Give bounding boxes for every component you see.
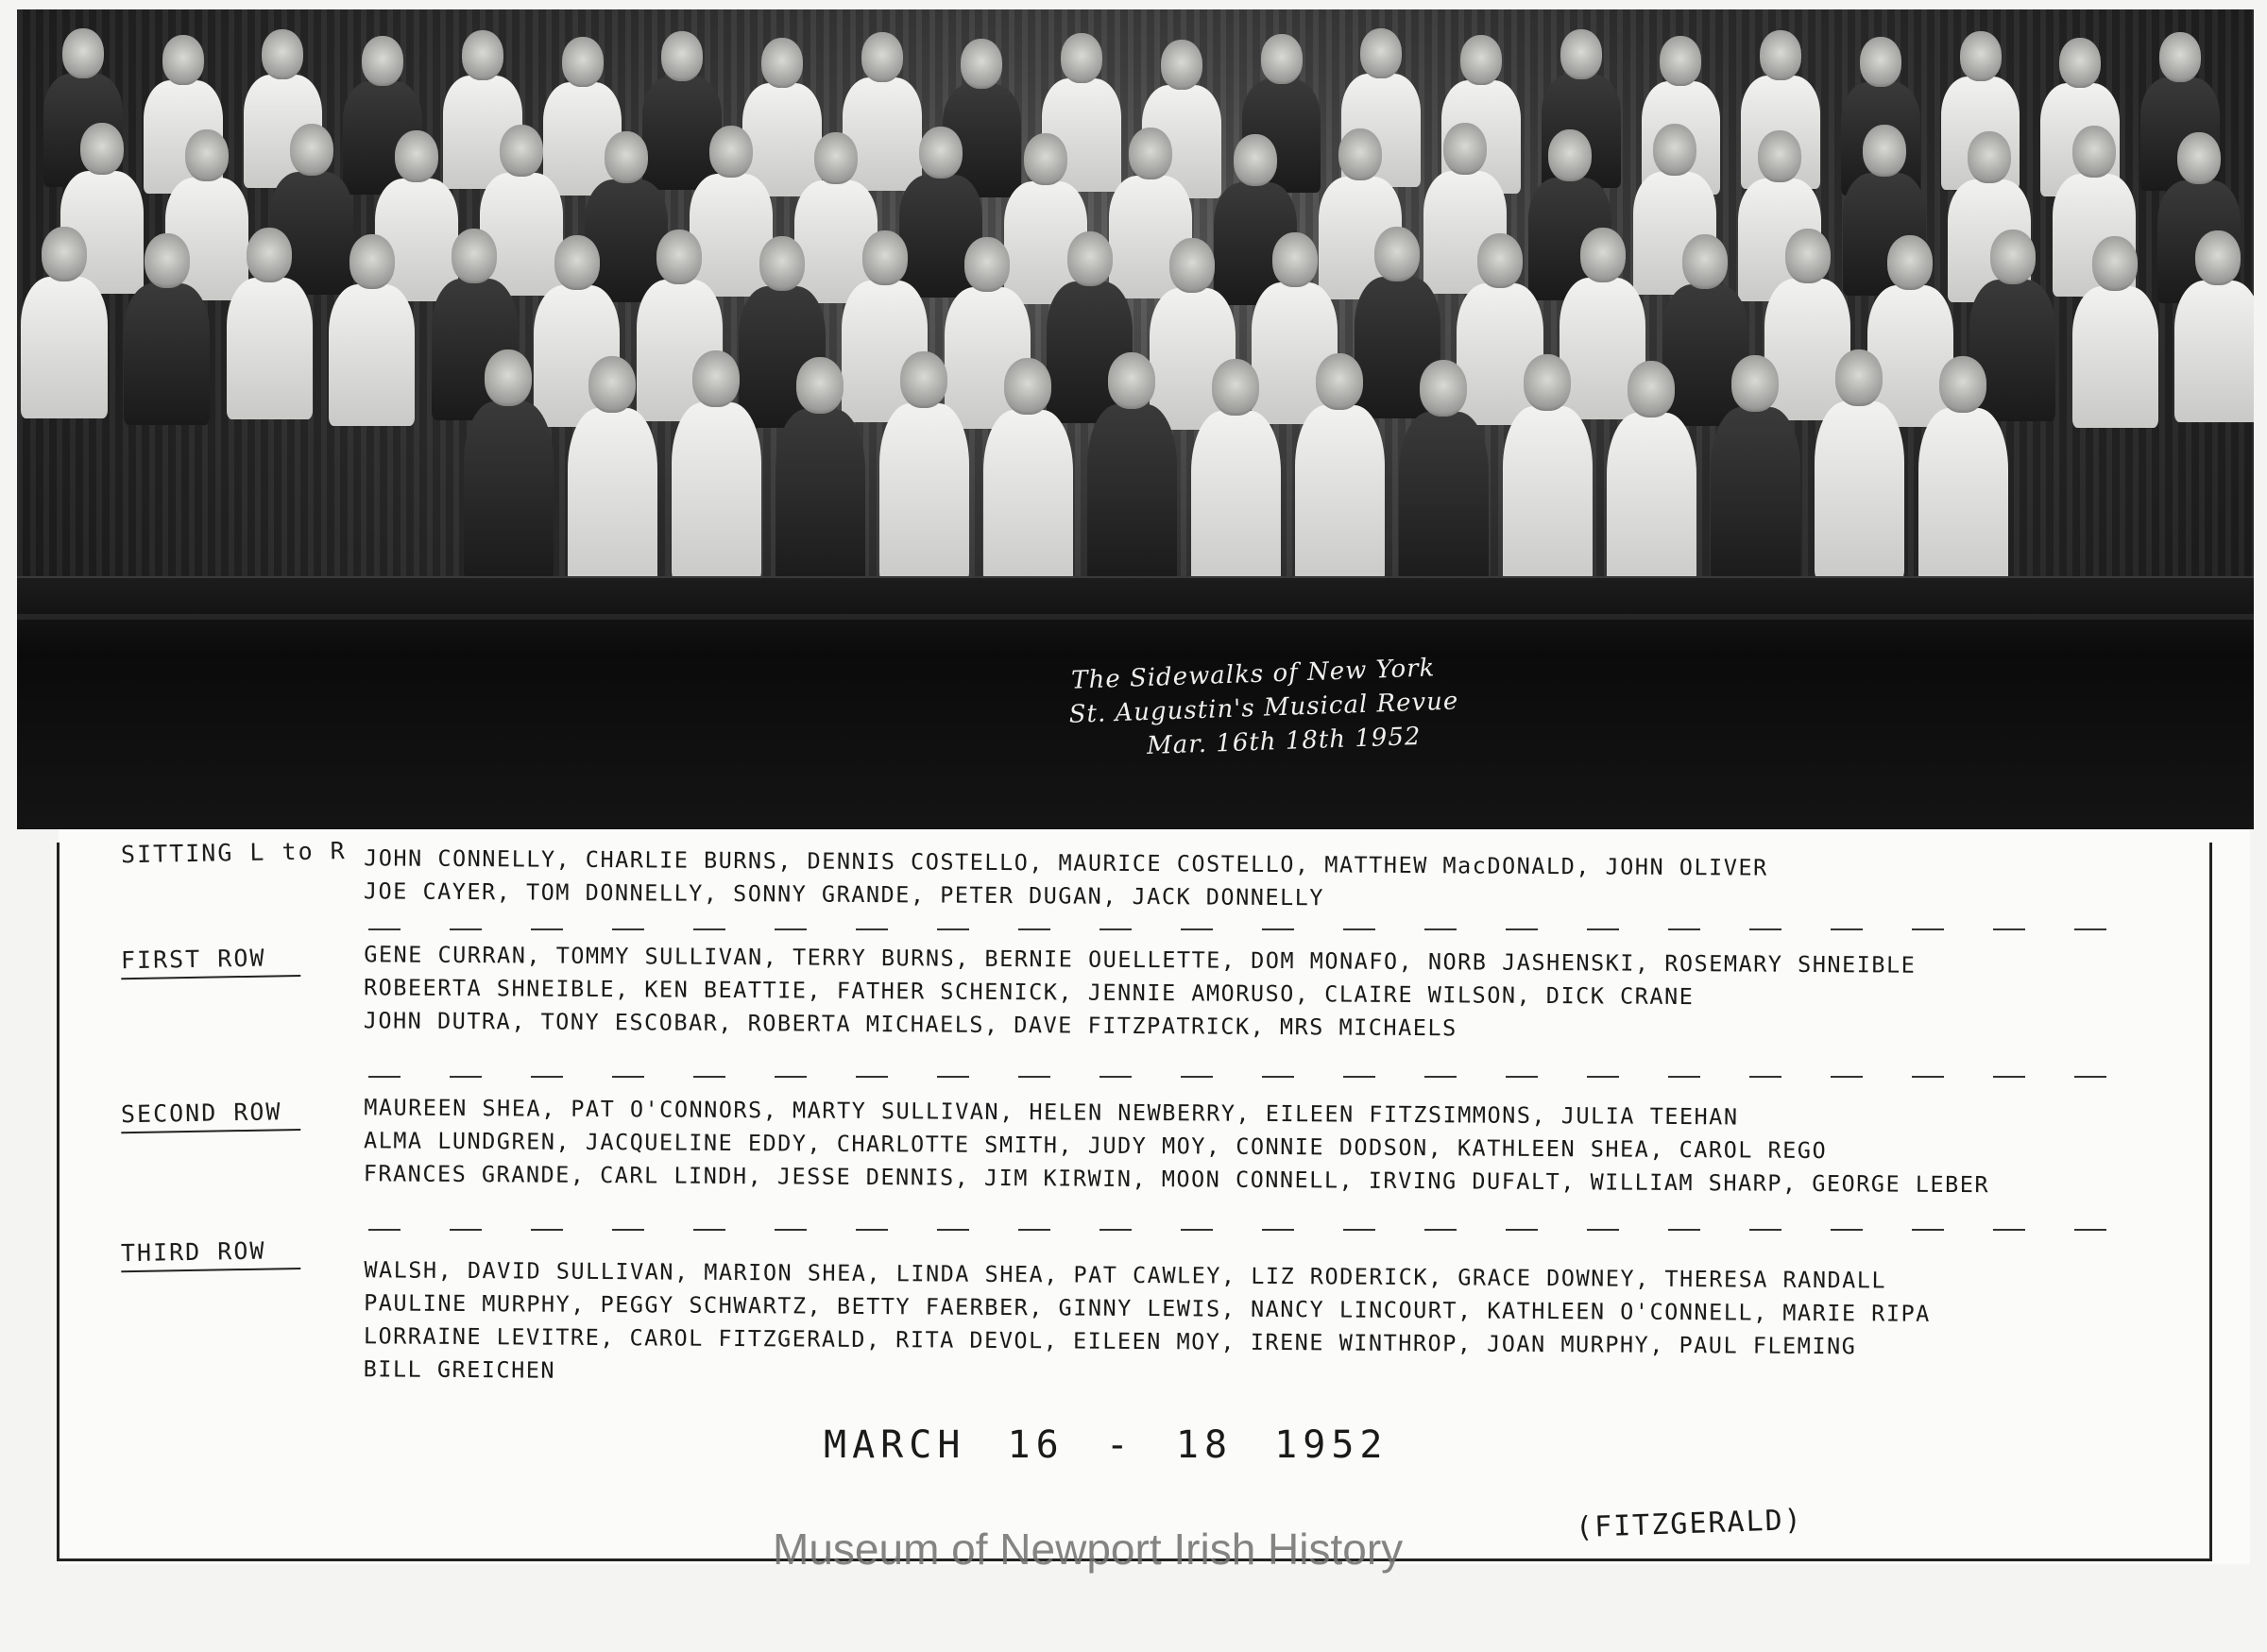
stage-edge: [17, 614, 2254, 620]
face: [1108, 352, 1155, 409]
face: [247, 228, 292, 282]
face: [1234, 134, 1277, 186]
clothing: [983, 410, 1073, 589]
names-line: BILL GREICHEN: [363, 1355, 556, 1384]
face: [761, 38, 803, 88]
photographer-credit: (FITZGERALD): [1575, 1503, 1804, 1545]
face: [1169, 238, 1215, 293]
face: [1785, 229, 1831, 283]
cast-members: [17, 9, 2254, 595]
row-label-text: SITTING L to R: [120, 837, 347, 869]
row-label-text: THIRD ROW: [120, 1236, 266, 1268]
clothing: [1607, 413, 1696, 592]
face: [349, 234, 395, 289]
clothing: [1503, 406, 1593, 586]
names-line: JOHN CONNELLY, CHARLIE BURNS, DENNIS COSTELLO, MAURICE COSTELLO, MATTHEW MacDONALD, JOHN OLIVER: [364, 844, 1768, 881]
face: [1261, 34, 1303, 84]
face: [1443, 123, 1487, 175]
face: [2072, 126, 2116, 178]
face: [796, 357, 844, 414]
face: [1374, 227, 1420, 281]
face: [62, 28, 104, 78]
clothing: [568, 408, 657, 588]
face: [1161, 40, 1202, 90]
face: [1338, 128, 1382, 180]
row-label-second: [121, 1097, 367, 1134]
cast-member-figure: [1918, 356, 2008, 583]
face: [1316, 353, 1363, 410]
cast-member-figure: [1711, 355, 1800, 582]
face: [1860, 37, 1901, 87]
face: [290, 124, 333, 176]
names-line: JOE CAYER, TOM DONNELLY, SONNY GRANDE, PETER DUGAN, JACK DONNELLY: [363, 877, 1325, 911]
face: [1560, 29, 1602, 79]
face: [162, 35, 204, 85]
face: [1212, 359, 1259, 416]
row-names-sitting: [364, 842, 2187, 920]
names-line: ROBEERTA SHNEIBLE, KEN BEATTIE, FATHER SCHENICK, JENNIE AMORUSO, CLAIRE WILSON, DICK CRANE: [363, 974, 1695, 1011]
clothing: [2174, 281, 2254, 422]
row-names-third: [364, 1253, 2188, 1398]
face: [485, 349, 532, 406]
names-line: MAUREEN SHEA, PAT O'CONNORS, MARTY SULLIVAN, HELEN NEWBERRY, EILEEN FITZSIMMONS, JULIA TEEHAN: [364, 1094, 1739, 1131]
face: [919, 127, 963, 179]
face: [1004, 358, 1051, 415]
clothing: [227, 278, 313, 419]
face: [2092, 236, 2138, 291]
row-names-first: [364, 938, 2188, 1049]
face: [42, 227, 87, 281]
face: [2159, 32, 2201, 82]
face: [759, 236, 805, 291]
face: [1660, 36, 1701, 86]
cast-member-figure: [2072, 236, 2158, 423]
face: [1653, 124, 1696, 176]
cast-member-figure: [776, 357, 865, 584]
cast-member-figure: [1191, 359, 1281, 586]
row-label-first: [121, 943, 367, 980]
cast-member-figure: [1815, 349, 1904, 576]
face: [1682, 234, 1728, 289]
watermark: Museum of Newport Irish History: [773, 1524, 1404, 1574]
row-label-sitting: [121, 837, 366, 869]
face: [588, 356, 636, 413]
face: [862, 230, 908, 285]
names-line: WALSH, DAVID SULLIVAN, MARION SHEA, LINDA SHEA, PAT CAWLEY, LIZ RODERICK, GRACE DOWNEY, THERESA RANDALL: [364, 1256, 1887, 1294]
cast-member-figure: [1087, 352, 1177, 579]
face: [961, 39, 1002, 89]
face: [656, 230, 702, 284]
face: [2177, 132, 2221, 184]
face: [1758, 130, 1801, 182]
face: [2195, 230, 2241, 285]
cast-member-figure: [227, 228, 313, 415]
clothing: [879, 403, 969, 583]
group-photograph: [17, 9, 2254, 829]
face: [554, 235, 600, 290]
face: [1061, 33, 1102, 83]
row-label-third: [121, 1235, 367, 1273]
face: [1477, 233, 1523, 288]
face: [1990, 230, 2036, 284]
clothing: [1815, 401, 1904, 581]
names-line: JOHN DUTRA, TONY ESCOBAR, ROBERTA MICHAELS, DAVE FITZPATRICK, MRS MICHAELS: [363, 1007, 1457, 1042]
face: [362, 36, 403, 86]
face: [500, 125, 543, 177]
clothing: [21, 277, 107, 418]
cast-member-figure: [329, 234, 415, 421]
names-line: GENE CURRAN, TOMMY SULLIVAN, TERRY BURNS, BERNIE OUELLETTE, DOM MONAFO, NORB JASHENSKI, ROSEMARY SHNEIBLE: [364, 941, 1917, 979]
face: [452, 229, 497, 283]
caption-line: St. Augustin's Musical Revue: [1068, 687, 1459, 729]
face: [145, 233, 190, 288]
face: [1968, 131, 2011, 183]
face: [2059, 38, 2101, 88]
face: [1863, 125, 1906, 177]
face: [861, 32, 903, 82]
face: [562, 37, 604, 87]
face: [1129, 128, 1172, 179]
names-line: LORRAINE LEVITRE, CAROL FITZGERALD, RITA DEVOL, EILEEN MOY, IRENE WINTHROP, JOAN MURPHY, PAUL FLEMING: [363, 1322, 1857, 1360]
caption-line: The Sidewalks of New York: [1070, 654, 1436, 695]
cast-member-figure: [879, 351, 969, 578]
clothing: [124, 283, 210, 425]
face: [1939, 356, 1986, 413]
clothing: [1087, 404, 1177, 584]
cast-member-figure: [2174, 230, 2254, 417]
caption-line: Mar. 16th 18th 1952: [1146, 722, 1422, 760]
face: [814, 132, 858, 184]
face: [1524, 354, 1571, 411]
clothing: [329, 284, 415, 426]
clothing: [1918, 408, 2008, 588]
clothing: [672, 402, 761, 582]
face: [1960, 31, 2002, 81]
face: [1067, 231, 1113, 286]
face: [262, 29, 303, 79]
face: [185, 129, 229, 181]
face: [709, 126, 753, 178]
face: [1731, 355, 1779, 412]
clothing: [2072, 286, 2158, 428]
clothing: [1191, 411, 1281, 590]
face: [605, 131, 648, 183]
names-line: PAULINE MURPHY, PEGGY SCHWARTZ, BETTY FAERBER, GINNY LEWIS, NANCY LINCOURT, KATHLEEN O'CONNELL, MARIE RIPA: [364, 1289, 1931, 1327]
face: [1580, 228, 1626, 282]
face: [1548, 129, 1592, 181]
face: [462, 30, 503, 80]
cast-member-figure: [672, 350, 761, 577]
cast-member-figure: [1607, 361, 1696, 588]
cast-member-figure: [1295, 353, 1385, 580]
names-line: FRANCES GRANDE, CARL LINDH, JESSE DENNIS, JIM KIRWIN, MOON CONNELL, IRVING DUFALT, WILLIAM SHARP, GEORGE LEBER: [363, 1160, 1990, 1199]
face: [964, 237, 1010, 292]
face: [1420, 360, 1467, 417]
face: [1272, 232, 1318, 287]
face: [1360, 28, 1402, 78]
clothing: [1711, 407, 1800, 587]
face: [692, 350, 740, 407]
cast-member-figure: [1399, 360, 1489, 587]
face: [395, 130, 438, 182]
cast-member-figure: [21, 227, 107, 414]
event-date: MARCH 16 - 18 1952: [824, 1423, 1389, 1467]
face: [1024, 133, 1067, 185]
face: [900, 351, 947, 408]
face: [1887, 235, 1933, 290]
clothing: [464, 401, 554, 581]
cast-member-figure: [568, 356, 657, 583]
cast-member-figure: [464, 349, 554, 576]
row-names-second: [364, 1091, 2188, 1202]
face: [1835, 349, 1883, 406]
face: [80, 123, 124, 175]
clothing: [1399, 412, 1489, 591]
face: [661, 31, 703, 81]
face: [1760, 30, 1801, 80]
clothing: [1295, 405, 1385, 585]
names-line: ALMA LUNDGREN, JACQUELINE EDDY, CHARLOTTE SMITH, JUDY MOY, CONNIE DODSON, KATHLEEN SHEA, CAROL REGO: [363, 1127, 1828, 1165]
row-label-text: SECOND ROW: [120, 1098, 282, 1129]
clothing: [776, 409, 865, 588]
cast-member-figure: [124, 233, 210, 420]
cast-member-figure: [1503, 354, 1593, 581]
row-label-text: FIRST ROW: [120, 944, 266, 975]
face: [1460, 35, 1502, 85]
face: [1628, 361, 1675, 417]
cast-member-figure: [983, 358, 1073, 585]
